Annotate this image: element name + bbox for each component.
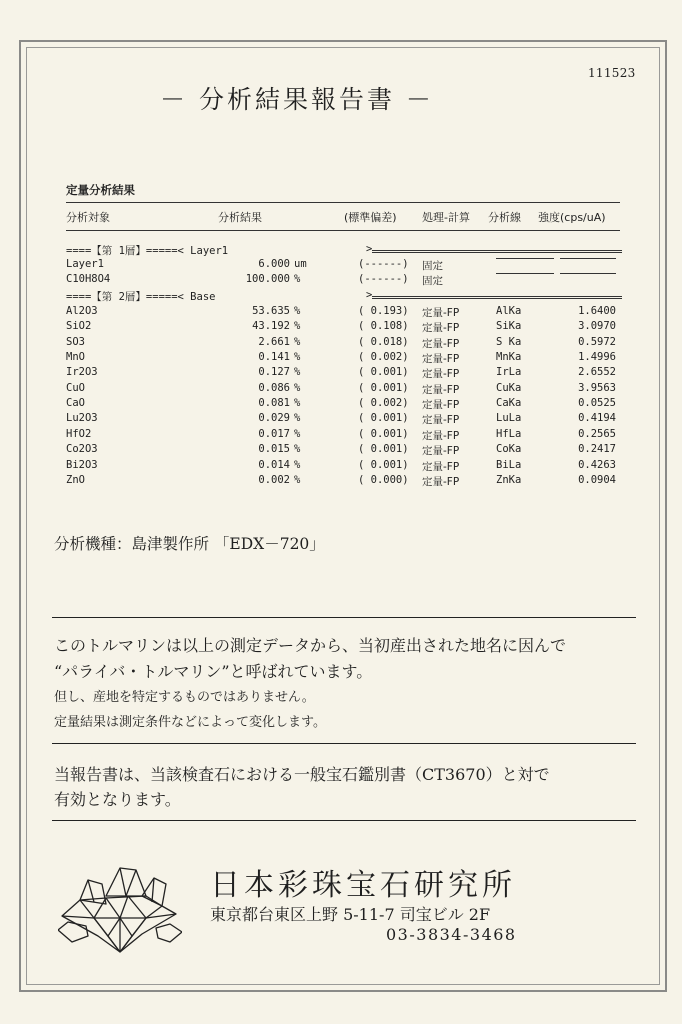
- table-row: [66, 397, 626, 412]
- row-target: Bi2O3: [66, 458, 98, 471]
- row-sd: ( 0.193): [358, 305, 409, 317]
- row-proc: 定量-FP: [422, 322, 460, 335]
- row-sd: ( 0.002): [358, 397, 409, 410]
- row-unit: %: [294, 443, 301, 456]
- row-target: SiO2: [66, 320, 92, 333]
- row-line: AlKa: [496, 305, 522, 317]
- row-target: HfO2: [66, 427, 92, 440]
- row-unit: %: [294, 273, 301, 285]
- column-header-proc: 処理-計算: [422, 211, 470, 224]
- row-line: HfLa: [496, 427, 522, 440]
- row-target: ZnO: [66, 473, 85, 486]
- row-proc: 定量-FP: [422, 399, 460, 412]
- row-proc: 定量-FP: [422, 445, 460, 458]
- row-proc: 定量-FP: [422, 383, 460, 396]
- row-value: 53.635: [252, 305, 290, 317]
- row-intensity-placeholder: [560, 273, 616, 274]
- row-proc: 定量-FP: [422, 307, 460, 319]
- row-line: BiLa: [496, 458, 522, 471]
- row-value: 0.002: [258, 473, 290, 486]
- layer2-header: [66, 289, 622, 304]
- row-target: MnO: [66, 351, 85, 364]
- note-line-2: “パライバ・トルマリン”と呼ばれています。: [54, 662, 373, 681]
- note-line-4: 定量結果は測定条件などによって変化します。: [54, 715, 326, 730]
- table-row: [66, 382, 626, 397]
- row-unit: %: [294, 397, 301, 410]
- table-row: [66, 305, 626, 320]
- notes-bottom-rule: [52, 743, 636, 744]
- crystal-cluster-icon: [58, 862, 182, 956]
- layer2-header-tail: >: [366, 289, 373, 301]
- row-value: 0.017: [258, 427, 290, 440]
- row-value: 100.000: [245, 273, 290, 285]
- row-value: 43.192: [252, 320, 290, 333]
- row-sd: ( 0.002): [358, 351, 409, 364]
- header-rule: [66, 230, 620, 231]
- section-title: 定量分析結果: [66, 183, 135, 197]
- row-target: C10H8O4: [66, 273, 111, 285]
- report-number: 111523: [588, 66, 636, 80]
- row-unit: %: [294, 320, 301, 333]
- page-title: － 分析結果報告書 －: [160, 85, 434, 114]
- row-proc: 定量-FP: [422, 429, 460, 442]
- row-line: ZnKa: [496, 473, 522, 486]
- row-line: S Ka: [496, 335, 522, 348]
- layer2-header-bar: [372, 296, 622, 299]
- validity-line-2: 有効となります。: [54, 790, 181, 809]
- table-row: [66, 351, 626, 366]
- row-target: CaO: [66, 397, 85, 410]
- row-line: LuLa: [496, 412, 522, 425]
- row-unit: %: [294, 412, 301, 425]
- table-row: [66, 412, 626, 427]
- row-proc: 定量-FP: [422, 368, 460, 381]
- row-intensity: 0.4263: [578, 458, 616, 471]
- table-row: [66, 474, 626, 489]
- row-value: 0.127: [258, 366, 290, 379]
- row-sd: ( 0.001): [358, 412, 409, 425]
- row-value: 0.141: [258, 351, 290, 364]
- row-value: 0.015: [258, 443, 290, 456]
- column-header-line: 分析線: [488, 211, 521, 224]
- row-line: MnKa: [496, 351, 522, 364]
- row-target: Lu2O3: [66, 412, 98, 425]
- instrument-info: 分析機種：島津製作所 「EDX－720」: [54, 535, 325, 553]
- row-target: Co2O3: [66, 443, 98, 456]
- row-target: SO3: [66, 335, 85, 348]
- table-top-rule: [66, 202, 620, 203]
- row-value: 0.014: [258, 458, 290, 471]
- row-sd: ( 0.001): [358, 381, 409, 394]
- row-intensity: 0.0904: [578, 473, 616, 486]
- row-value: 0.081: [258, 397, 290, 410]
- row-intensity: 0.2417: [578, 443, 616, 456]
- row-unit: %: [294, 305, 301, 317]
- note-line-1: このトルマリンは以上の測定データから、当初産出された地名に因んで: [54, 636, 567, 655]
- validity-line-1: 当報告書は、当該検査石における一般宝石鑑別書（CT3670）と対で: [54, 765, 550, 784]
- row-unit: %: [294, 381, 301, 394]
- row-proc: 定量-FP: [422, 337, 460, 350]
- layer1-header-label: ====【第 1層】=====< Layer1: [66, 245, 229, 257]
- table-row: [66, 366, 626, 381]
- table-row: [66, 459, 626, 474]
- layer1-header-bar: [372, 250, 622, 253]
- row-line: CaKa: [496, 397, 522, 410]
- table-row: [66, 258, 626, 273]
- row-unit: %: [294, 427, 301, 440]
- row-intensity: 1.4996: [578, 351, 616, 364]
- row-line: IrLa: [496, 366, 522, 379]
- layer1-header-tail: >: [366, 243, 373, 255]
- row-unit: %: [294, 335, 301, 348]
- row-value: 2.661: [258, 335, 290, 348]
- row-proc: 定量-FP: [422, 475, 460, 488]
- row-intensity-placeholder: [560, 258, 616, 259]
- row-intensity: 0.2565: [578, 427, 616, 440]
- row-sd: ( 0.108): [358, 320, 409, 333]
- row-intensity: 0.4194: [578, 412, 616, 425]
- row-sd: ( 0.000): [358, 473, 409, 486]
- row-intensity: 3.9563: [578, 381, 616, 394]
- row-intensity: 0.0525: [578, 397, 616, 410]
- column-header-result: 分析結果: [218, 211, 262, 224]
- row-target: Al2O3: [66, 305, 98, 317]
- row-intensity: 0.5972: [578, 335, 616, 348]
- row-intensity: 2.6552: [578, 366, 616, 379]
- row-proc: 定量-FP: [422, 414, 460, 427]
- row-sd: ( 0.018): [358, 335, 409, 348]
- row-unit: um: [294, 258, 307, 270]
- row-target: Layer1: [66, 258, 104, 270]
- organization-address: 東京都台東区上野 5-11-7 司宝ビル 2F: [210, 905, 491, 924]
- row-sd: ( 0.001): [358, 366, 409, 379]
- row-line: SiKa: [496, 320, 522, 333]
- row-value: 0.086: [258, 381, 290, 394]
- row-proc: 定量-FP: [422, 353, 460, 366]
- column-header-intensity: 強度(cps/uA): [538, 211, 606, 224]
- column-header-target: 分析対象: [66, 211, 110, 224]
- row-line: CuKa: [496, 381, 522, 394]
- row-line-placeholder: [496, 258, 554, 259]
- row-target: Ir2O3: [66, 366, 98, 379]
- row-sd: (------): [358, 258, 409, 270]
- table-row: [66, 273, 626, 288]
- notes-top-rule: [52, 617, 636, 618]
- layer1-header: [66, 243, 622, 258]
- table-row: [66, 428, 626, 443]
- row-unit: %: [294, 366, 301, 379]
- row-sd: ( 0.001): [358, 443, 409, 456]
- table-row: [66, 336, 626, 351]
- row-sd: ( 0.001): [358, 458, 409, 471]
- row-sd: ( 0.001): [358, 427, 409, 440]
- row-value: 6.000: [258, 258, 290, 270]
- row-sd: (------): [358, 273, 409, 285]
- row-intensity: 1.6400: [578, 305, 616, 317]
- row-unit: %: [294, 473, 301, 486]
- table-row: [66, 320, 626, 335]
- table-row: [66, 443, 626, 458]
- organization-phone: 03-3834-3468: [386, 925, 517, 944]
- row-line-placeholder: [496, 273, 554, 274]
- row-proc: 固定: [422, 260, 443, 272]
- row-intensity: 3.0970: [578, 320, 616, 333]
- note-line-3: 但し、産地を特定するものではありません。: [54, 690, 315, 705]
- layer2-header-label: ====【第 2層】=====< Base: [66, 291, 216, 303]
- validity-bottom-rule: [52, 820, 636, 821]
- organization-name: 日本彩珠宝石研究所: [210, 868, 516, 903]
- column-header-sd: (標準偏差): [344, 211, 397, 224]
- row-unit: %: [294, 351, 301, 364]
- row-unit: %: [294, 458, 301, 471]
- row-value: 0.029: [258, 412, 290, 425]
- row-proc: 固定: [422, 275, 443, 287]
- row-target: CuO: [66, 381, 85, 394]
- row-proc: 定量-FP: [422, 460, 460, 473]
- row-line: CoKa: [496, 443, 522, 456]
